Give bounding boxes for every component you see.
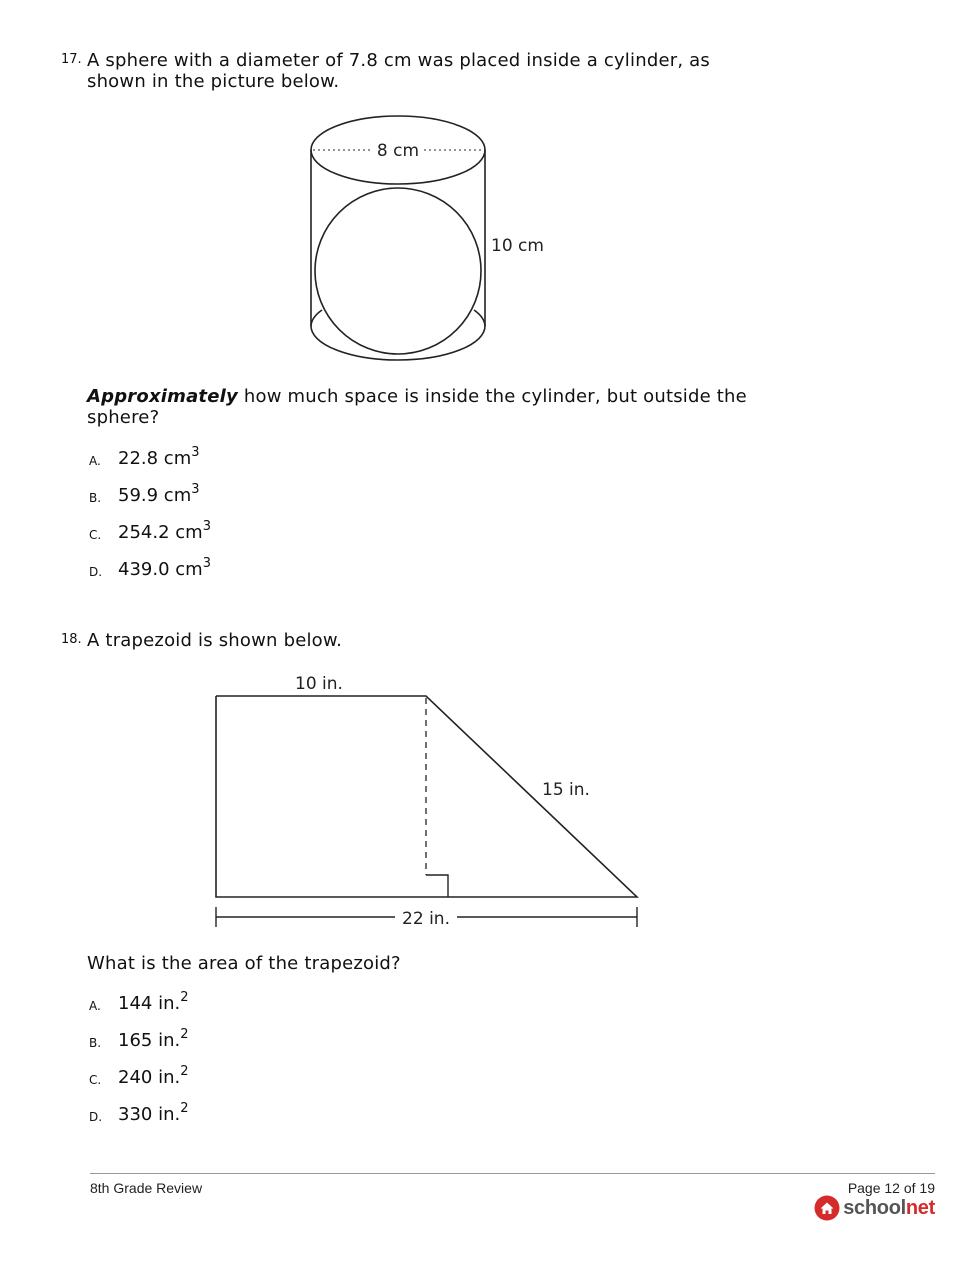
choice-letter: D. — [89, 1110, 103, 1124]
choice-letter: C. — [89, 528, 102, 542]
choice-exponent: 3 — [202, 519, 211, 534]
sphere-circle — [315, 188, 481, 354]
prompt-rest: how much space is inside the cylinder, but outside the — [237, 386, 747, 407]
cylinder-bottom-back-left — [311, 310, 322, 326]
choice-17-a[interactable] — [89, 450, 101, 469]
footer-title: 8th Grade Review — [90, 1180, 203, 1196]
choice-value: 330 in. — [118, 1104, 181, 1125]
logo-net-text: net — [905, 1196, 935, 1219]
question-17-number: 17. — [61, 52, 82, 67]
choice-18-b[interactable] — [89, 1032, 101, 1051]
top-length-label: 10 in. — [295, 674, 343, 694]
question-17-prompt-line1 — [87, 386, 747, 407]
prompt-emphasis: Approximately — [87, 386, 238, 407]
choice-17-c[interactable] — [89, 524, 101, 543]
question-18-prompt: What is the area of the trapezoid? — [87, 953, 401, 974]
choice-exponent: 2 — [180, 990, 189, 1005]
choice-value: 240 in. — [118, 1067, 181, 1088]
choice-value: 59.9 cm — [118, 485, 192, 506]
question-17-stem — [87, 50, 710, 92]
choice-17-d[interactable] — [89, 561, 102, 580]
choice-exponent: 2 — [180, 1064, 189, 1079]
right-angle-marker — [426, 875, 448, 897]
house-icon — [814, 1195, 840, 1221]
question-18-number: 18. — [61, 632, 82, 647]
question-17-prompt-line2: sphere? — [87, 407, 160, 428]
diameter-label: 8 cm — [376, 141, 420, 161]
choice-letter: D. — [89, 565, 103, 579]
choice-value: 144 in. — [118, 993, 181, 1014]
question-17-prompt — [87, 386, 747, 428]
choice-letter: B. — [89, 1036, 102, 1050]
choice-value: 439.0 cm — [118, 559, 203, 580]
choice-17-b-text[interactable] — [118, 482, 200, 506]
choice-value: 22.8 cm — [118, 448, 192, 469]
cylinder-bottom-back-right — [474, 310, 485, 326]
choice-18-d[interactable] — [89, 1106, 102, 1125]
base-length-label: 22 in. — [402, 909, 450, 929]
choice-exponent: 3 — [202, 556, 211, 571]
question-17-stem-line1: A sphere with a diameter of 7.8 cm was placed inside a cylinder, as — [87, 50, 710, 71]
choice-18-b-text[interactable] — [118, 1027, 189, 1051]
trapezoid-figure — [205, 665, 655, 935]
choice-18-a[interactable] — [89, 995, 101, 1014]
question-17-stem-line2: shown in the picture below. — [87, 71, 340, 92]
cylinder-sphere-figure — [300, 110, 560, 370]
choice-18-c[interactable] — [89, 1069, 101, 1088]
choice-18-d-text[interactable] — [118, 1101, 189, 1125]
choice-exponent: 3 — [191, 482, 200, 497]
choice-exponent: 3 — [191, 445, 200, 460]
choice-17-b[interactable] — [89, 487, 101, 506]
choice-17-d-text[interactable] — [118, 556, 211, 580]
choice-exponent: 2 — [180, 1027, 189, 1042]
choice-letter: B. — [89, 491, 102, 505]
choice-17-c-text[interactable] — [118, 519, 211, 543]
choice-18-a-text[interactable] — [118, 990, 189, 1014]
choice-exponent: 2 — [180, 1101, 189, 1116]
choice-value: 165 in. — [118, 1030, 181, 1051]
height-label: 10 cm — [491, 236, 544, 256]
footer-divider — [90, 1173, 935, 1174]
choice-letter: C. — [89, 1073, 102, 1087]
question-18-stem: A trapezoid is shown below. — [87, 630, 343, 651]
choice-18-c-text[interactable] — [118, 1064, 189, 1088]
schoolnet-logo — [814, 1194, 935, 1222]
choice-17-a-text[interactable] — [118, 445, 200, 469]
choice-value: 254.2 cm — [118, 522, 203, 543]
footer-page-number: Page 12 of 19 — [847, 1180, 935, 1196]
choice-letter: A. — [89, 999, 101, 1013]
slant-length-label: 15 in. — [542, 780, 590, 800]
choice-letter: A. — [89, 454, 101, 468]
logo-school-text: school — [843, 1196, 906, 1219]
